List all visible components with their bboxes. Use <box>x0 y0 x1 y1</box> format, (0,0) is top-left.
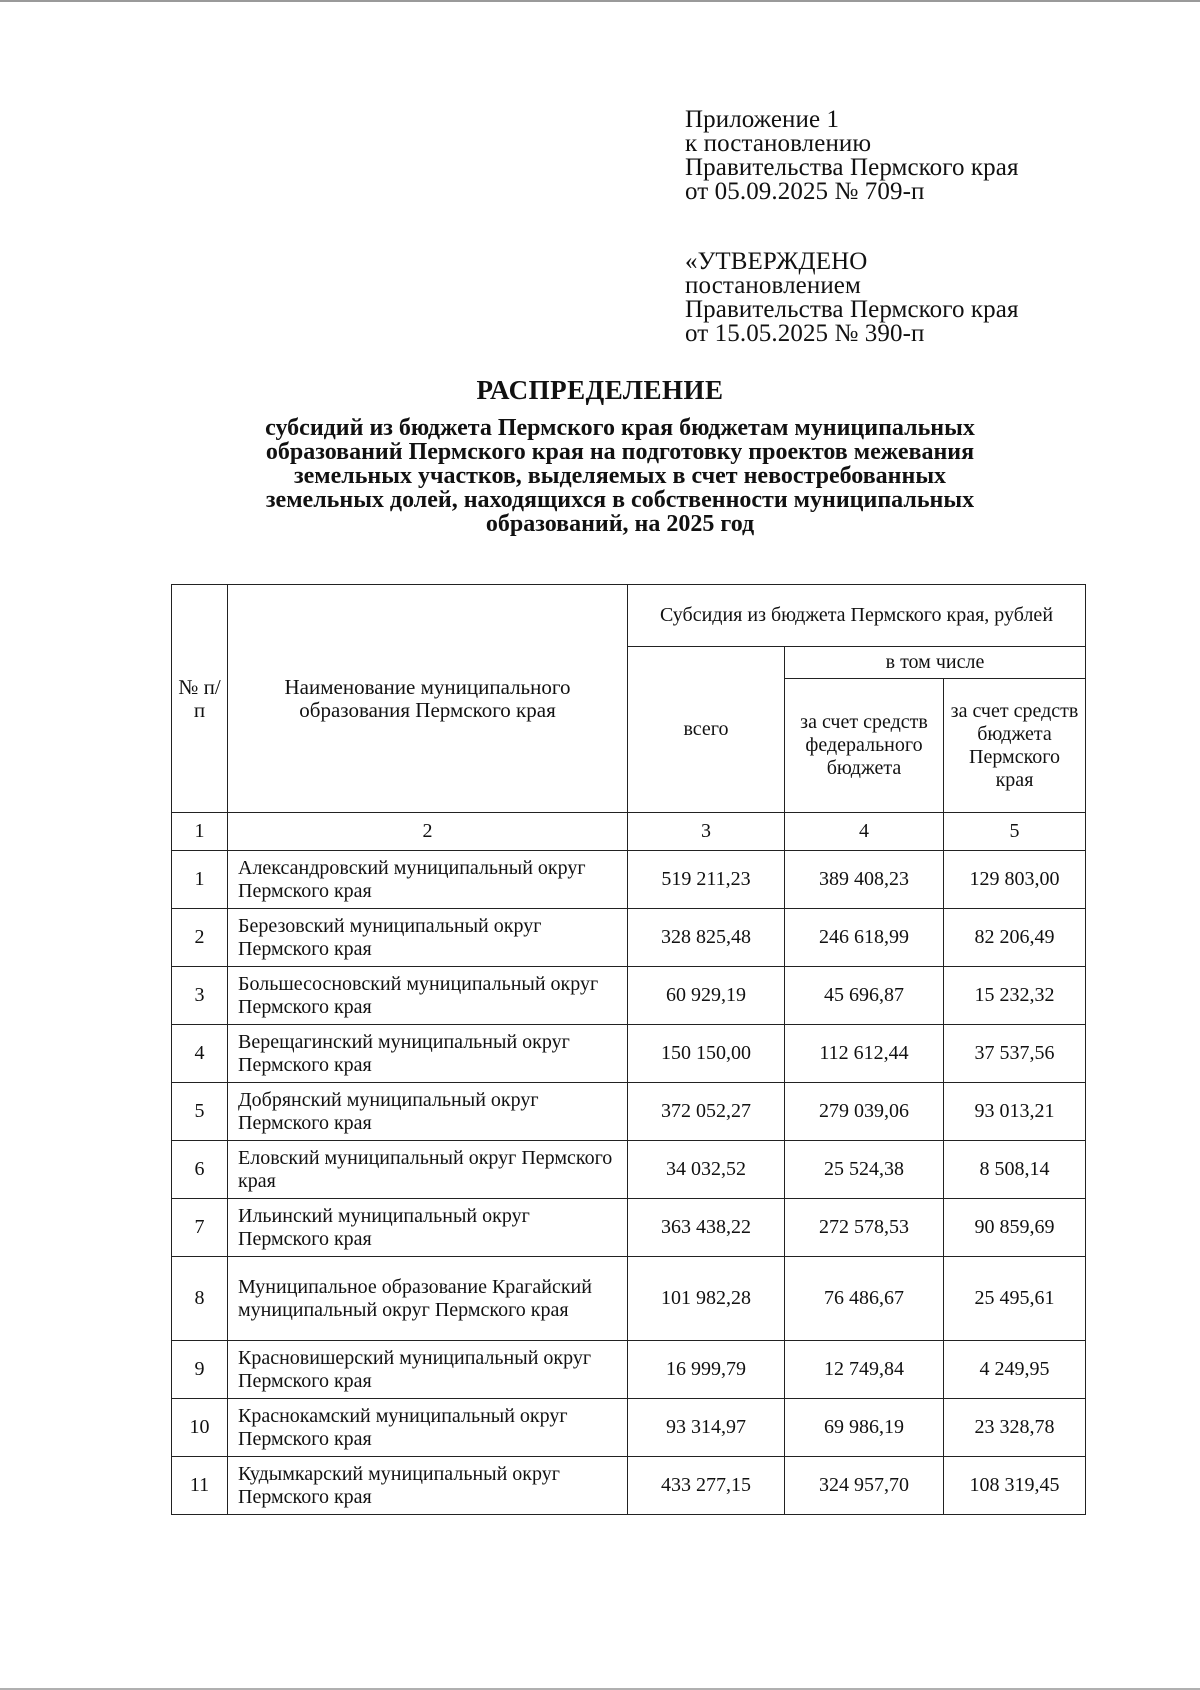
row-federal: 246 618,99 <box>785 909 944 967</box>
row-number: 5 <box>172 1083 228 1141</box>
column-number: 1 <box>172 813 228 851</box>
row-total: 60 929,19 <box>628 967 785 1025</box>
row-regional: 93 013,21 <box>944 1083 1086 1141</box>
row-regional: 90 859,69 <box>944 1199 1086 1257</box>
column-number-row <box>172 813 1086 851</box>
row-number: 10 <box>172 1399 228 1457</box>
row-number: 1 <box>172 851 228 909</box>
row-regional: 4 249,95 <box>944 1341 1086 1399</box>
row-number: 11 <box>172 1457 228 1515</box>
table-row <box>172 1199 1086 1257</box>
header-name: Наименование муниципального образования Пермского края <box>228 585 628 813</box>
table-row <box>172 967 1086 1025</box>
table-row <box>172 851 1086 909</box>
row-regional: 15 232,32 <box>944 967 1086 1025</box>
header-federal: за счет средств федерального бюджета <box>785 679 944 813</box>
header-total: всего <box>628 647 785 813</box>
row-federal: 272 578,53 <box>785 1199 944 1257</box>
subtitle-line: земельных долей, находящихся в собственности муниципальных <box>265 487 975 513</box>
approved-line: постановлением <box>685 272 861 299</box>
row-federal: 324 957,70 <box>785 1457 944 1515</box>
row-regional: 23 328,78 <box>944 1399 1086 1457</box>
row-number: 2 <box>172 909 228 967</box>
row-name: Березовский муниципальный округ Пермского края <box>228 909 628 967</box>
row-name: Муниципальное образование Крагайский муниципальный округ Пермского края <box>228 1257 628 1341</box>
subtitle-line: образований Пермского края на подготовку проектов межевания <box>265 439 975 465</box>
table-row <box>172 1025 1086 1083</box>
row-number: 6 <box>172 1141 228 1199</box>
subtitle-line: образований, на 2025 год <box>485 511 755 537</box>
annex-line: к постановлению <box>685 130 872 157</box>
annex-line: от 05.09.2025 № 709-п <box>685 178 925 205</box>
page-top-edge <box>0 0 1200 2</box>
row-federal: 279 039,06 <box>785 1083 944 1141</box>
row-number: 9 <box>172 1341 228 1399</box>
table-row <box>172 1341 1086 1399</box>
annex-line: Приложение 1 <box>685 106 840 133</box>
row-number: 4 <box>172 1025 228 1083</box>
row-number: 7 <box>172 1199 228 1257</box>
table-row <box>172 1141 1086 1199</box>
row-name: Большесосновский муниципальный округ Пермского края <box>228 967 628 1025</box>
header-number: № п/п <box>172 585 228 813</box>
row-federal: 69 986,19 <box>785 1399 944 1457</box>
row-number: 3 <box>172 967 228 1025</box>
row-federal: 12 749,84 <box>785 1341 944 1399</box>
row-federal: 45 696,87 <box>785 967 944 1025</box>
approved-line: «УТВЕРЖДЕНО <box>685 248 868 275</box>
column-number: 5 <box>944 813 1086 851</box>
row-name: Краснокамский муниципальный округ Пермского края <box>228 1399 628 1457</box>
row-regional: 8 508,14 <box>944 1141 1086 1199</box>
row-federal: 25 524,38 <box>785 1141 944 1199</box>
row-total: 363 438,22 <box>628 1199 785 1257</box>
row-total: 34 032,52 <box>628 1141 785 1199</box>
row-total: 16 999,79 <box>628 1341 785 1399</box>
document-subtitle <box>190 416 1050 536</box>
approved-block <box>685 250 1019 346</box>
row-name: Кудымкарский муниципальный округ Пермского края <box>228 1457 628 1515</box>
row-total: 101 982,28 <box>628 1257 785 1341</box>
approved-line: от 15.05.2025 № 390-п <box>685 320 925 347</box>
row-total: 150 150,00 <box>628 1025 785 1083</box>
row-federal: 76 486,67 <box>785 1257 944 1341</box>
row-total: 433 277,15 <box>628 1457 785 1515</box>
document-title: РАСПРЕДЕЛЕНИЕ <box>476 375 724 405</box>
approved-line: Правительства Пермского края <box>685 296 1019 323</box>
table-row <box>172 1457 1086 1515</box>
row-regional: 82 206,49 <box>944 909 1086 967</box>
header-including: в том числе <box>785 647 1086 679</box>
row-name: Ильинский муниципальный округ Пермского края <box>228 1199 628 1257</box>
distribution-table <box>171 584 1086 1515</box>
annex-block <box>685 108 1019 204</box>
row-name: Александровский муниципальный округ Пермского края <box>228 851 628 909</box>
header-regional: за счет средств бюджета Пермского края <box>944 679 1086 813</box>
column-number: 2 <box>228 813 628 851</box>
row-federal: 389 408,23 <box>785 851 944 909</box>
table-row <box>172 1257 1086 1341</box>
table-row <box>172 909 1086 967</box>
subtitle-line: земельных участков, выделяемых в счет невостребованных <box>293 463 947 489</box>
row-regional: 108 319,45 <box>944 1457 1086 1515</box>
row-total: 519 211,23 <box>628 851 785 909</box>
row-total: 372 052,27 <box>628 1083 785 1141</box>
row-regional: 25 495,61 <box>944 1257 1086 1341</box>
row-name: Красновишерский муниципальный округ Пермского края <box>228 1341 628 1399</box>
row-number: 8 <box>172 1257 228 1341</box>
annex-line: Правительства Пермского края <box>685 154 1019 181</box>
header-subsidy-group: Субсидия из бюджета Пермского края, рублей <box>628 585 1086 647</box>
row-regional: 129 803,00 <box>944 851 1086 909</box>
row-name: Добрянский муниципальный округ Пермского края <box>228 1083 628 1141</box>
row-federal: 112 612,44 <box>785 1025 944 1083</box>
column-number: 4 <box>785 813 944 851</box>
table-row <box>172 1083 1086 1141</box>
table-row <box>172 1399 1086 1457</box>
header-row <box>172 585 1086 647</box>
row-total: 328 825,48 <box>628 909 785 967</box>
subtitle-line: субсидий из бюджета Пермского края бюджетам муниципальных <box>265 415 975 441</box>
row-regional: 37 537,56 <box>944 1025 1086 1083</box>
column-number: 3 <box>628 813 785 851</box>
row-total: 93 314,97 <box>628 1399 785 1457</box>
row-name: Верещагинский муниципальный округ Пермского края <box>228 1025 628 1083</box>
row-name: Еловский муниципальный округ Пермского края <box>228 1141 628 1199</box>
